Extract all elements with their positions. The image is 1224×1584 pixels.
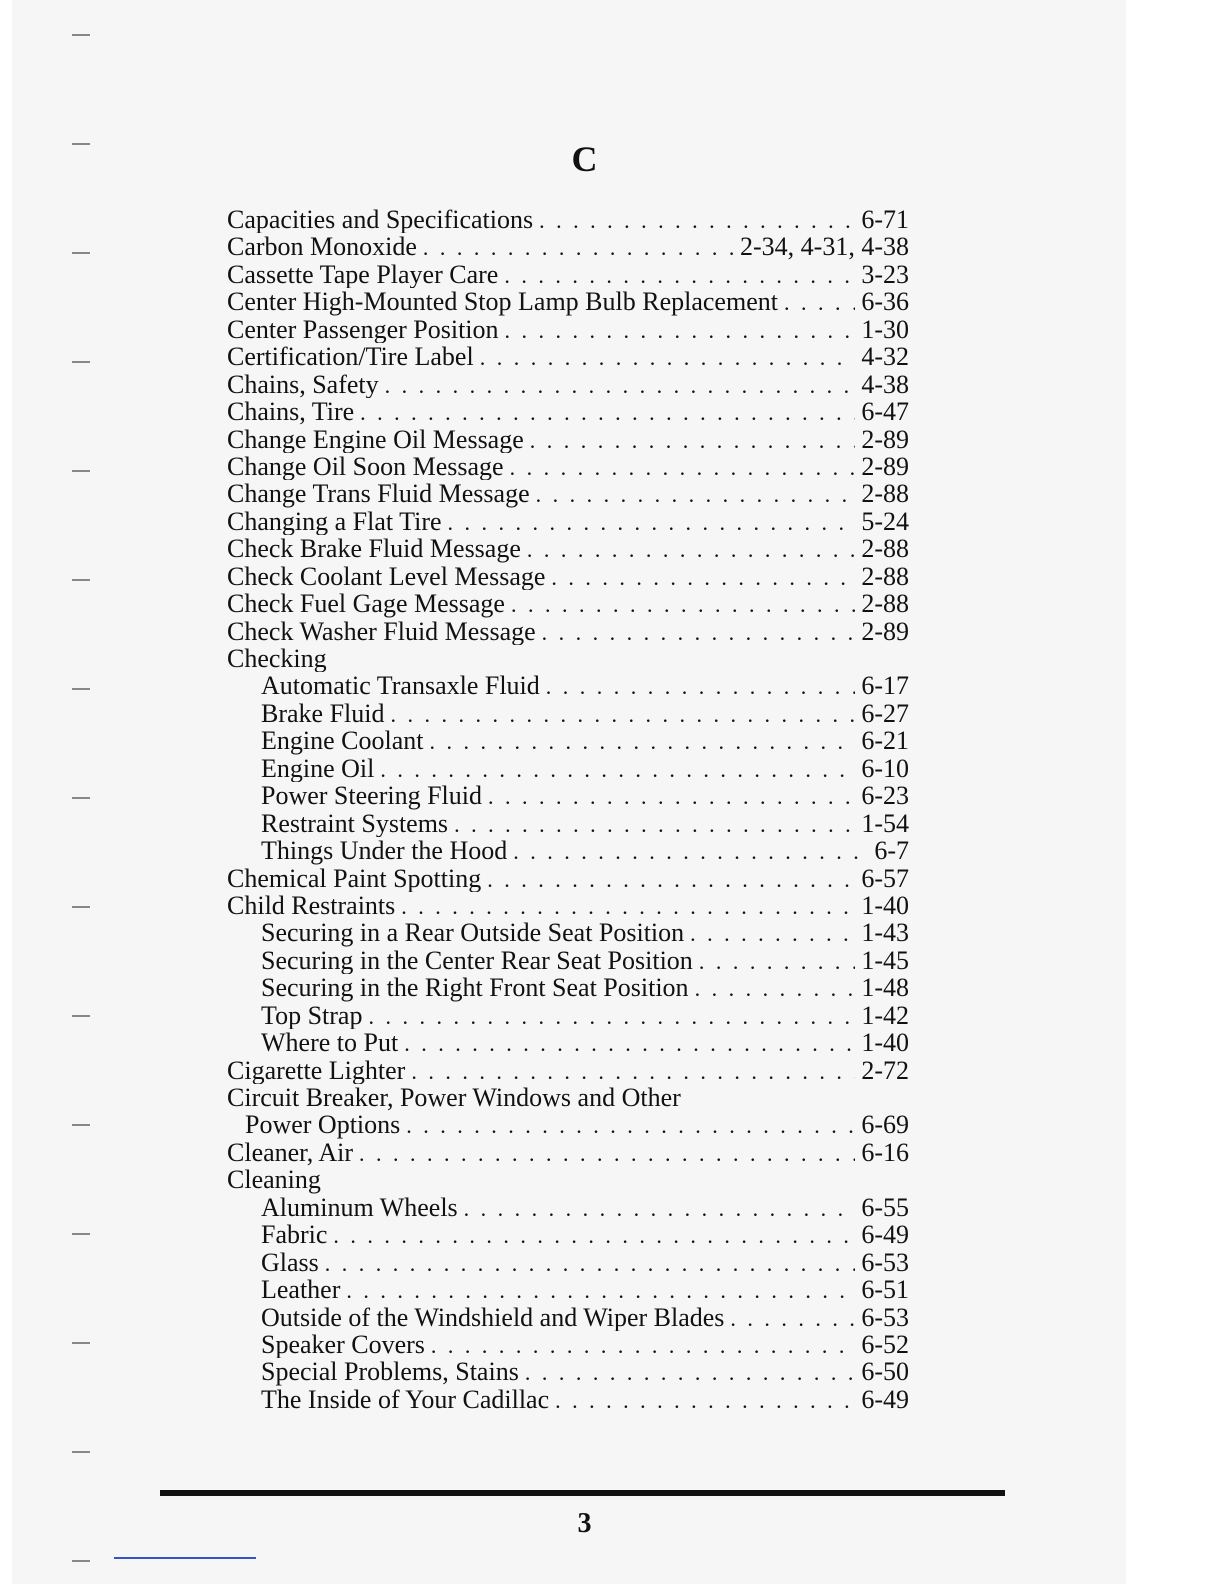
- edge-mark: [72, 1342, 90, 1344]
- section-heading: C: [571, 139, 598, 179]
- index-entry: [227, 343, 909, 370]
- link-underline: [114, 1557, 256, 1559]
- edge-mark: [72, 906, 90, 908]
- dot-leader: [546, 673, 856, 699]
- dot-leader: [346, 1277, 855, 1303]
- index-list: [227, 206, 909, 1413]
- dot-leader: [423, 234, 734, 260]
- entry-page-ref: 1-48: [861, 974, 909, 1002]
- dot-leader: [699, 948, 856, 974]
- entry-label: Restraint Systems: [261, 809, 449, 838]
- index-entry: [227, 1386, 909, 1413]
- index-entry: [227, 590, 909, 617]
- dot-leader: [690, 920, 855, 946]
- entry-label: Securing in the Center Rear Seat Position: [261, 946, 693, 975]
- entry-page-ref: 4-32: [861, 343, 909, 371]
- entry-page-ref: 1-42: [861, 1001, 909, 1030]
- dot-leader: [504, 262, 855, 288]
- dot-leader: [539, 207, 855, 233]
- entry-label: Special Problems, Stains: [261, 1358, 519, 1386]
- entry-page-ref: 6-52: [861, 1330, 909, 1359]
- dot-leader: [525, 1359, 856, 1385]
- entry-page-ref: 6-51: [861, 1276, 909, 1304]
- index-entry: [227, 865, 909, 892]
- entry-label: Outside of the Windshield and Wiper Blades: [261, 1303, 725, 1331]
- entry-page-ref: 6-71: [861, 206, 909, 234]
- index-entry: [227, 1057, 909, 1084]
- entry-page-ref: 6-53: [861, 1248, 909, 1277]
- dot-leader: [555, 1387, 855, 1413]
- index-entry: [227, 316, 909, 343]
- dot-leader: [368, 1003, 855, 1029]
- entry-page-ref: 1-54: [861, 809, 909, 838]
- index-entry: [227, 672, 909, 699]
- dot-leader: [411, 1058, 855, 1084]
- entry-page-ref: 1-40: [861, 1029, 909, 1057]
- entry-page-ref: 6-36: [861, 288, 909, 316]
- index-entry: [227, 810, 909, 837]
- entry-label: Automatic Transaxle Fluid: [261, 672, 540, 700]
- dot-leader: [380, 756, 855, 782]
- entry-label: Check Washer Fluid Message: [227, 617, 536, 645]
- dot-leader: [360, 399, 855, 425]
- edge-mark: [72, 1015, 90, 1017]
- entry-label: Brake Fluid: [261, 699, 385, 728]
- edge-mark: [72, 1560, 90, 1562]
- entry-page-ref: 6-17: [861, 672, 909, 700]
- index-entry: [227, 755, 909, 782]
- entry-label: Change Engine Oil Message: [227, 425, 524, 453]
- index-entry: [227, 426, 909, 453]
- dot-leader: [431, 1332, 855, 1358]
- edge-mark: [72, 1124, 90, 1126]
- entry-label: Certification/Tire Label: [227, 343, 474, 371]
- entry-page-ref: 1-40: [861, 891, 909, 920]
- index-page: [12, 0, 1126, 1584]
- index-entry: [227, 1194, 909, 1221]
- entry-label: Center Passenger Position: [227, 315, 499, 344]
- entry-label: Check Brake Fluid Message: [227, 535, 521, 563]
- index-entry: [227, 535, 909, 562]
- entry-page-ref: 2-88: [861, 590, 909, 618]
- dot-leader: [464, 1195, 856, 1221]
- dot-leader: [391, 701, 856, 727]
- entry-label: Changing a Flat Tire: [227, 507, 442, 536]
- entry-label: Power Steering Fluid: [261, 782, 482, 810]
- index-entry: [227, 919, 909, 946]
- edge-mark: [72, 1233, 90, 1235]
- dot-leader: [480, 344, 856, 370]
- dot-leader: [429, 728, 855, 754]
- entry-label: Cleaner, Air: [227, 1138, 354, 1167]
- index-entry: [227, 563, 909, 590]
- entry-label: Leather: [261, 1276, 341, 1304]
- entry-label: Child Restraints: [227, 891, 396, 920]
- edge-mark: [72, 688, 90, 690]
- dot-leader: [385, 372, 856, 398]
- index-entry: [227, 1002, 909, 1029]
- edge-mark: [72, 361, 90, 363]
- dot-leader: [511, 591, 855, 617]
- entry-label: Fabric: [261, 1221, 328, 1249]
- entry-page-ref: 6-69: [861, 1111, 909, 1139]
- entry-page-ref: 2-89: [861, 452, 909, 481]
- entry-label: Change Oil Soon Message: [227, 452, 504, 481]
- entry-label: Capacities and Specifications: [227, 206, 534, 234]
- dot-leader: [406, 1112, 855, 1138]
- index-entry: [227, 727, 909, 754]
- dot-leader: [730, 1305, 855, 1331]
- index-entry: [227, 1304, 909, 1331]
- entry-label: Glass: [261, 1248, 319, 1277]
- entry-label: Engine Oil: [261, 754, 375, 783]
- entry-page-ref: 6-49: [861, 1221, 909, 1249]
- entry-page-ref: 1-43: [861, 919, 909, 947]
- entry-label: The Inside of Your Cadillac: [261, 1385, 550, 1414]
- entry-label: Carbon Monoxide: [227, 233, 417, 261]
- edge-mark: [72, 252, 90, 254]
- dot-leader: [542, 619, 856, 645]
- edge-mark: [72, 579, 90, 581]
- entry-page-ref: 6-50: [861, 1358, 909, 1386]
- entry-label: Engine Coolant: [261, 727, 424, 755]
- entry-label: Check Fuel Gage Message: [227, 590, 505, 618]
- entry-label: Cassette Tape Player Care: [227, 260, 499, 289]
- index-entry: [227, 1221, 909, 1248]
- index-entry: [227, 261, 909, 288]
- entry-page-ref: 4-38: [861, 370, 909, 399]
- entry-label: Checking: [227, 645, 327, 673]
- entry-label: Check Coolant Level Message: [227, 562, 546, 591]
- entry-label: Where to Put: [261, 1029, 399, 1057]
- entry-page-ref: 6-16: [861, 1138, 909, 1167]
- dot-leader: [695, 975, 856, 1001]
- entry-label: Aluminum Wheels: [261, 1193, 458, 1222]
- index-entry: [227, 645, 909, 672]
- entry-label: Change Trans Fluid Message: [227, 480, 530, 508]
- dot-leader: [527, 536, 855, 562]
- index-entry: [227, 453, 909, 480]
- index-entry: [227, 1331, 909, 1358]
- dot-leader: [404, 1030, 855, 1056]
- index-entry: [227, 1139, 909, 1166]
- entry-page-ref: 6-57: [861, 864, 909, 892]
- entry-page-ref: 2-89: [861, 617, 909, 645]
- dot-leader: [513, 838, 868, 864]
- index-entry: [227, 1084, 909, 1111]
- index-entry: [227, 371, 909, 398]
- index-entry: [227, 1358, 909, 1385]
- entry-page-ref: 1-30: [861, 315, 909, 344]
- index-entry: [227, 288, 909, 315]
- entry-label: Securing in the Right Front Seat Position: [261, 974, 689, 1002]
- dot-leader: [784, 289, 855, 315]
- entry-label: Securing in a Rear Outside Seat Position: [261, 919, 685, 947]
- index-entry: [227, 700, 909, 727]
- dot-leader: [510, 454, 856, 480]
- entry-page-ref: 2-72: [861, 1056, 909, 1084]
- entry-label: Cigarette Lighter: [227, 1056, 406, 1084]
- index-entry: [227, 398, 909, 425]
- entry-page-ref: 6-7: [874, 837, 909, 865]
- entry-page-ref: 2-34, 4-31, 4-38: [740, 233, 909, 261]
- entry-label: Speaker Covers: [261, 1330, 425, 1359]
- dot-leader: [325, 1250, 856, 1276]
- entry-page-ref: 1-45: [861, 946, 909, 975]
- entry-label: Power Options: [245, 1111, 401, 1139]
- edge-mark: [72, 797, 90, 799]
- entry-label: Chains, Tire: [227, 398, 355, 426]
- edge-mark: [72, 470, 90, 472]
- index-entry: [227, 947, 909, 974]
- entry-page-ref: 6-10: [861, 754, 909, 783]
- edge-mark: [72, 34, 90, 36]
- entry-page-ref: 6-27: [861, 699, 909, 728]
- index-entry: [227, 974, 909, 1001]
- dot-leader: [536, 481, 856, 507]
- index-entry: [227, 233, 909, 260]
- index-entry: [227, 1276, 909, 1303]
- dot-leader: [488, 783, 855, 809]
- entry-page-ref: 2-88: [861, 562, 909, 591]
- page-number: 3: [577, 1508, 592, 1539]
- dot-leader: [454, 811, 855, 837]
- entry-page-ref: 6-53: [861, 1303, 909, 1331]
- entry-page-ref: 2-89: [861, 425, 909, 453]
- entry-page-ref: 6-49: [861, 1385, 909, 1414]
- dot-leader: [333, 1222, 855, 1248]
- index-entry: [227, 1249, 909, 1276]
- dot-leader: [530, 427, 856, 453]
- index-entry: [227, 837, 909, 864]
- index-entry: [227, 1029, 909, 1056]
- footer-rule: [160, 1490, 1005, 1496]
- index-entry: [227, 1166, 909, 1193]
- binding-edge-marks: [12, 0, 62, 1584]
- index-entry: [227, 892, 909, 919]
- dot-leader: [401, 893, 855, 919]
- entry-page-ref: 6-47: [861, 398, 909, 426]
- dot-leader: [448, 509, 856, 535]
- entry-page-ref: 2-88: [861, 480, 909, 508]
- entry-label: Chemical Paint Spotting: [227, 864, 482, 892]
- edge-mark: [72, 1451, 90, 1453]
- dot-leader: [505, 317, 856, 343]
- dot-leader: [487, 866, 855, 892]
- index-entry: [227, 1111, 909, 1138]
- entry-label: Things Under the Hood: [261, 837, 508, 865]
- entry-page-ref: 6-55: [861, 1193, 909, 1222]
- entry-page-ref: 5-24: [861, 507, 909, 536]
- entry-label: Cleaning: [227, 1166, 321, 1194]
- entry-page-ref: 2-88: [861, 535, 909, 563]
- entry-page-ref: 6-21: [861, 727, 909, 755]
- index-entry: [227, 480, 909, 507]
- entry-label: Top Strap: [261, 1001, 363, 1030]
- dot-leader: [551, 564, 855, 590]
- entry-page-ref: 6-23: [861, 782, 909, 810]
- index-entry: [227, 618, 909, 645]
- index-entry: [227, 206, 909, 233]
- entry-label: Circuit Breaker, Power Windows and Other: [227, 1084, 681, 1112]
- entry-page-ref: 3-23: [861, 260, 909, 289]
- entry-label: Center High-Mounted Stop Lamp Bulb Replacement: [227, 288, 778, 316]
- index-entry: [227, 508, 909, 535]
- entry-label: Chains, Safety: [227, 370, 379, 399]
- dot-leader: [359, 1140, 855, 1166]
- index-entry: [227, 782, 909, 809]
